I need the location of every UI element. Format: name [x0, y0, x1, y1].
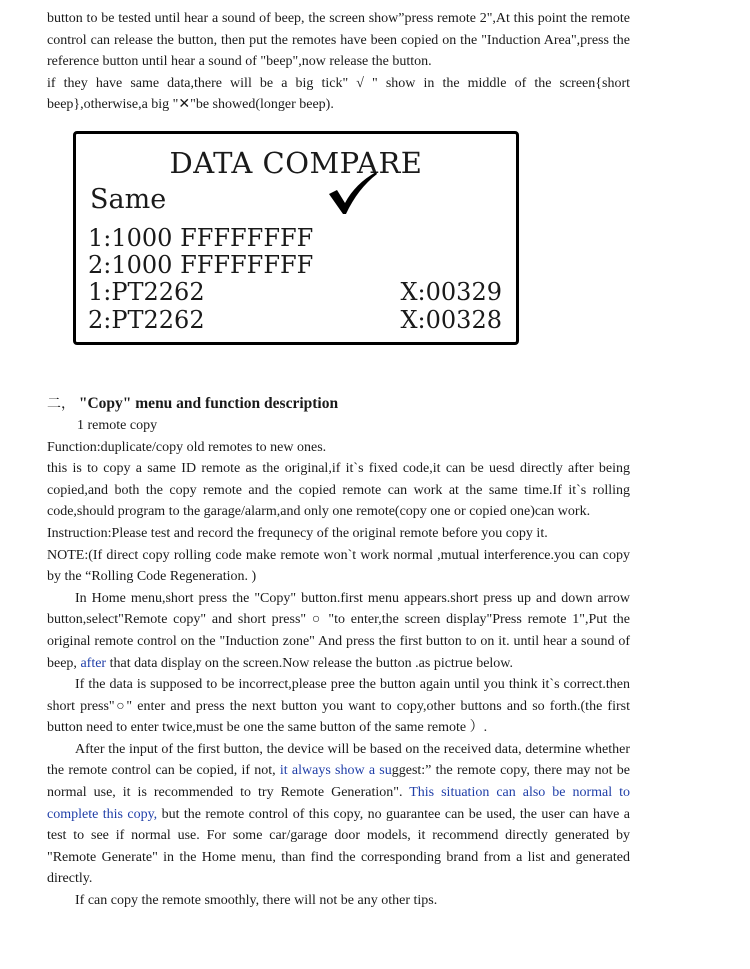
intro-paragraph-1: button to be tested until hear a sound of beep, the screen show”press remote 2",At this point the remote control can release the button, then put the remotes have been copied on the "Induction Area",press the reference button until hear a sound of "beep",now release the button. [47, 11, 630, 70]
section-heading-text: "Copy" menu and function description [78, 394, 339, 412]
after-input-text-b: it always show a su [279, 763, 392, 779]
after-input-text-c: ggest:” the remote copy, there may not be normal use, it is recommended to try Remote Generation". [47, 763, 630, 801]
document-page [47, 8, 630, 912]
intro-paragraph-2: if they have same data,there will be a big tick" √ " show in the middle of the screen{short beep},otherwise,a big "✕"be showed(longer beep). [47, 75, 630, 113]
section-subheading: 1 remote copy [77, 417, 158, 433]
screen-row-2-left: 2:1000 FFFFFFFF [88, 250, 314, 279]
function-paragraph: Function:duplicate/copy old remotes to new ones. [47, 439, 327, 455]
incorrect-data-paragraph: If the data is supposed to be incorrect,please pree the button again until you think it`s correct.then short press"○" enter and press the next button you want to copy,other buttons and so forth.(the first button need to enter twice,must be one the same button of the same remote ）. [47, 677, 630, 736]
screen-row-4-right: X:00328 [400, 305, 502, 334]
instruction-paragraph: Instruction:Please test and record the frequnecy of the original remote before you copy it. [47, 525, 548, 541]
copy-description-paragraph: this is to copy a same ID remote as the original,if it`s fixed code,it can be uesd directly after being copied,and both the copy remote and the copied remote can work at the same time.If it`s rolling code,should program to the garage/alarm,and only one remote(copy one or copied one)can work. [47, 461, 630, 520]
after-input-text-a: After the input of the first button, the device will be based on the received data, determine whether the remote control can be copied, if not, [47, 741, 630, 779]
home-menu-paragraph [47, 588, 630, 674]
screen-row-1-left: 1:1000 FFFFFFFF [88, 223, 314, 252]
home-menu-text-a: In Home menu,short press the "Copy" button.first menu appears.short press up and down arrow button,select"Remote copy" and short press" ○ "to enter,the screen display"Press remote 1",Put the original remote control on the "Induction zone" And press the first button to on it. until hear a sound of beep, [47, 590, 630, 671]
after-input-text-d: This situation can also be normal to complete this copy, [47, 785, 630, 822]
screen-row-3-left: 1:PT2262 [88, 277, 205, 306]
section-heading [47, 393, 630, 413]
after-input-text-e: but the remote control of this copy, no guarantee can be used, the user can have a test to see if normal use. For some car/garage door models, it recommend directly generated by "Remote Generate" in the Home menu, than find the corresponding brand from a list and generated directly. [47, 806, 631, 887]
screen-title: DATA COMPARE [169, 145, 423, 180]
screen-row-3-right: X:00329 [400, 277, 502, 306]
note-paragraph: NOTE:(If direct copy rolling code make remote won`t work normal ,mutual interference.you can copy by the “Rolling Code Regeneration. ) [47, 547, 630, 585]
home-menu-text-c: that data display on the screen.Now release the button .as pictrue below. [106, 655, 513, 671]
home-menu-text-b: after [80, 655, 107, 671]
smooth-copy-paragraph: If can copy the remote smoothly, there will not be any other tips. [75, 893, 438, 909]
screen-status: Same [90, 183, 167, 215]
section-number: 二， [47, 395, 75, 412]
check-icon [326, 170, 378, 216]
after-input-paragraph [47, 739, 630, 890]
device-screen-figure [73, 131, 519, 345]
screen-row-4-left: 2:PT2262 [88, 305, 205, 334]
